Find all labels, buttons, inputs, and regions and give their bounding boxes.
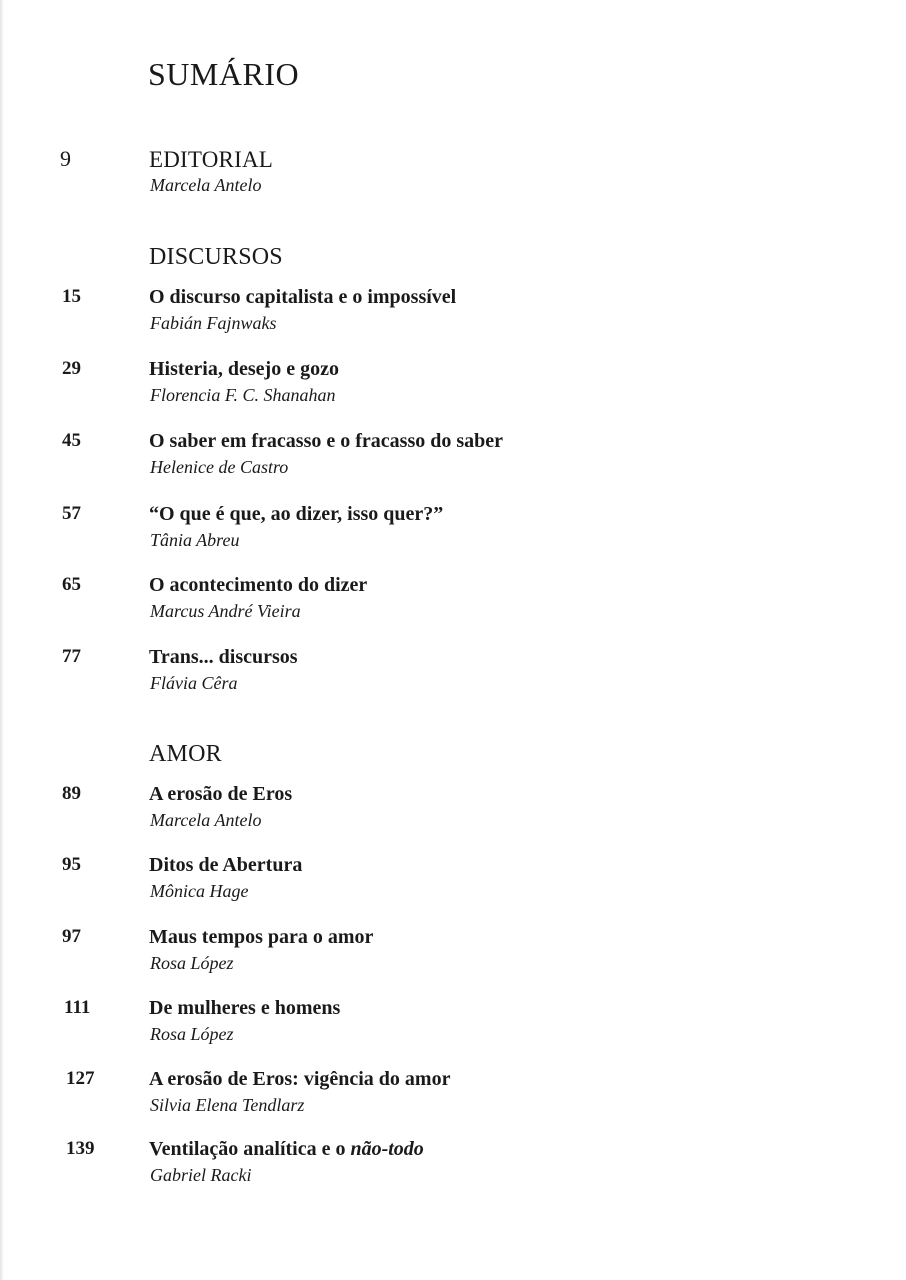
toc-page-number: 9	[60, 146, 71, 171]
toc-entry-title: Ditos de Abertura	[149, 854, 303, 876]
toc-entry-title	[149, 1139, 424, 1159]
toc-entry-title: Histeria, desejo e gozo	[149, 358, 339, 380]
toc-entry[interactable]	[0, 431, 906, 487]
toc-entry-title: Maus tempos para o amor	[149, 926, 374, 948]
toc-entry-author: Silvia Elena Tendlarz	[150, 1095, 305, 1115]
toc-page-number: 111	[64, 997, 91, 1018]
toc-entry[interactable]	[0, 784, 906, 840]
toc-entry-title: EDITORIAL	[149, 147, 274, 172]
toc-entry-editorial[interactable]	[0, 148, 906, 204]
page-title: SUMÁRIO	[148, 56, 300, 92]
toc-entry-title: O saber em fracasso e o fracasso do saber	[149, 430, 504, 452]
toc-entry[interactable]	[0, 998, 906, 1054]
toc-entry[interactable]	[0, 359, 906, 415]
toc-entry-title: O discurso capitalista e o impossível	[149, 286, 457, 308]
toc-entry[interactable]	[0, 287, 906, 343]
toc-page-number: 57	[62, 503, 81, 524]
toc-entry[interactable]	[0, 1069, 906, 1125]
toc-entry-author: Mônica Hage	[150, 881, 249, 901]
toc-page-number: 65	[62, 574, 81, 595]
toc-entry-author: Gabriel Racki	[150, 1165, 252, 1185]
toc-entry[interactable]	[0, 504, 906, 560]
section-heading-amor: AMOR	[149, 741, 222, 767]
toc-entry-author: Tânia Abreu	[150, 530, 240, 550]
toc-entry-title-text: Ventilação analítica e o	[149, 1138, 351, 1160]
toc-page-number: 45	[62, 430, 81, 451]
toc-entry-author: Marcus André Vieira	[150, 601, 301, 621]
toc-page-number: 127	[66, 1068, 95, 1089]
toc-entry[interactable]	[0, 1139, 906, 1195]
toc-page-number: 77	[62, 646, 81, 667]
toc-entry-author: Marcela Antelo	[150, 175, 262, 195]
toc-page-number: 139	[66, 1138, 95, 1159]
toc-entry[interactable]	[0, 855, 906, 911]
toc-entry-author: Flávia Cêra	[150, 673, 238, 693]
toc-entry-title: Trans... discursos	[149, 646, 298, 668]
toc-entry-author: Fabián Fajnwaks	[150, 313, 277, 333]
toc-entry-author: Florencia F. C. Shanahan	[150, 385, 336, 405]
toc-entry-title: “O que é que, ao dizer, isso quer?”	[149, 503, 444, 525]
toc-entry[interactable]	[0, 575, 906, 631]
toc-page-number: 15	[62, 286, 81, 307]
toc-entry-author: Rosa López	[150, 1024, 234, 1044]
toc-page-number: 29	[62, 358, 81, 379]
toc-page-number: 95	[62, 854, 81, 875]
toc-entry-author: Marcela Antelo	[150, 810, 262, 830]
toc-entry-author: Rosa López	[150, 953, 234, 973]
toc-entry-title-italic: não-todo	[350, 1138, 424, 1160]
toc-entry-author: Helenice de Castro	[150, 457, 289, 477]
toc-page-number: 89	[62, 783, 81, 804]
toc-entry-title: A erosão de Eros: vigência do amor	[149, 1068, 451, 1090]
toc-entry[interactable]	[0, 927, 906, 983]
toc-page-number: 97	[62, 926, 81, 947]
toc-entry[interactable]	[0, 647, 906, 703]
toc-entry-title: O acontecimento do dizer	[149, 574, 368, 596]
toc-entry-title: A erosão de Eros	[149, 783, 293, 805]
section-heading-discursos: DISCURSOS	[149, 244, 283, 270]
toc-entry-title: De mulheres e homens	[149, 997, 341, 1019]
